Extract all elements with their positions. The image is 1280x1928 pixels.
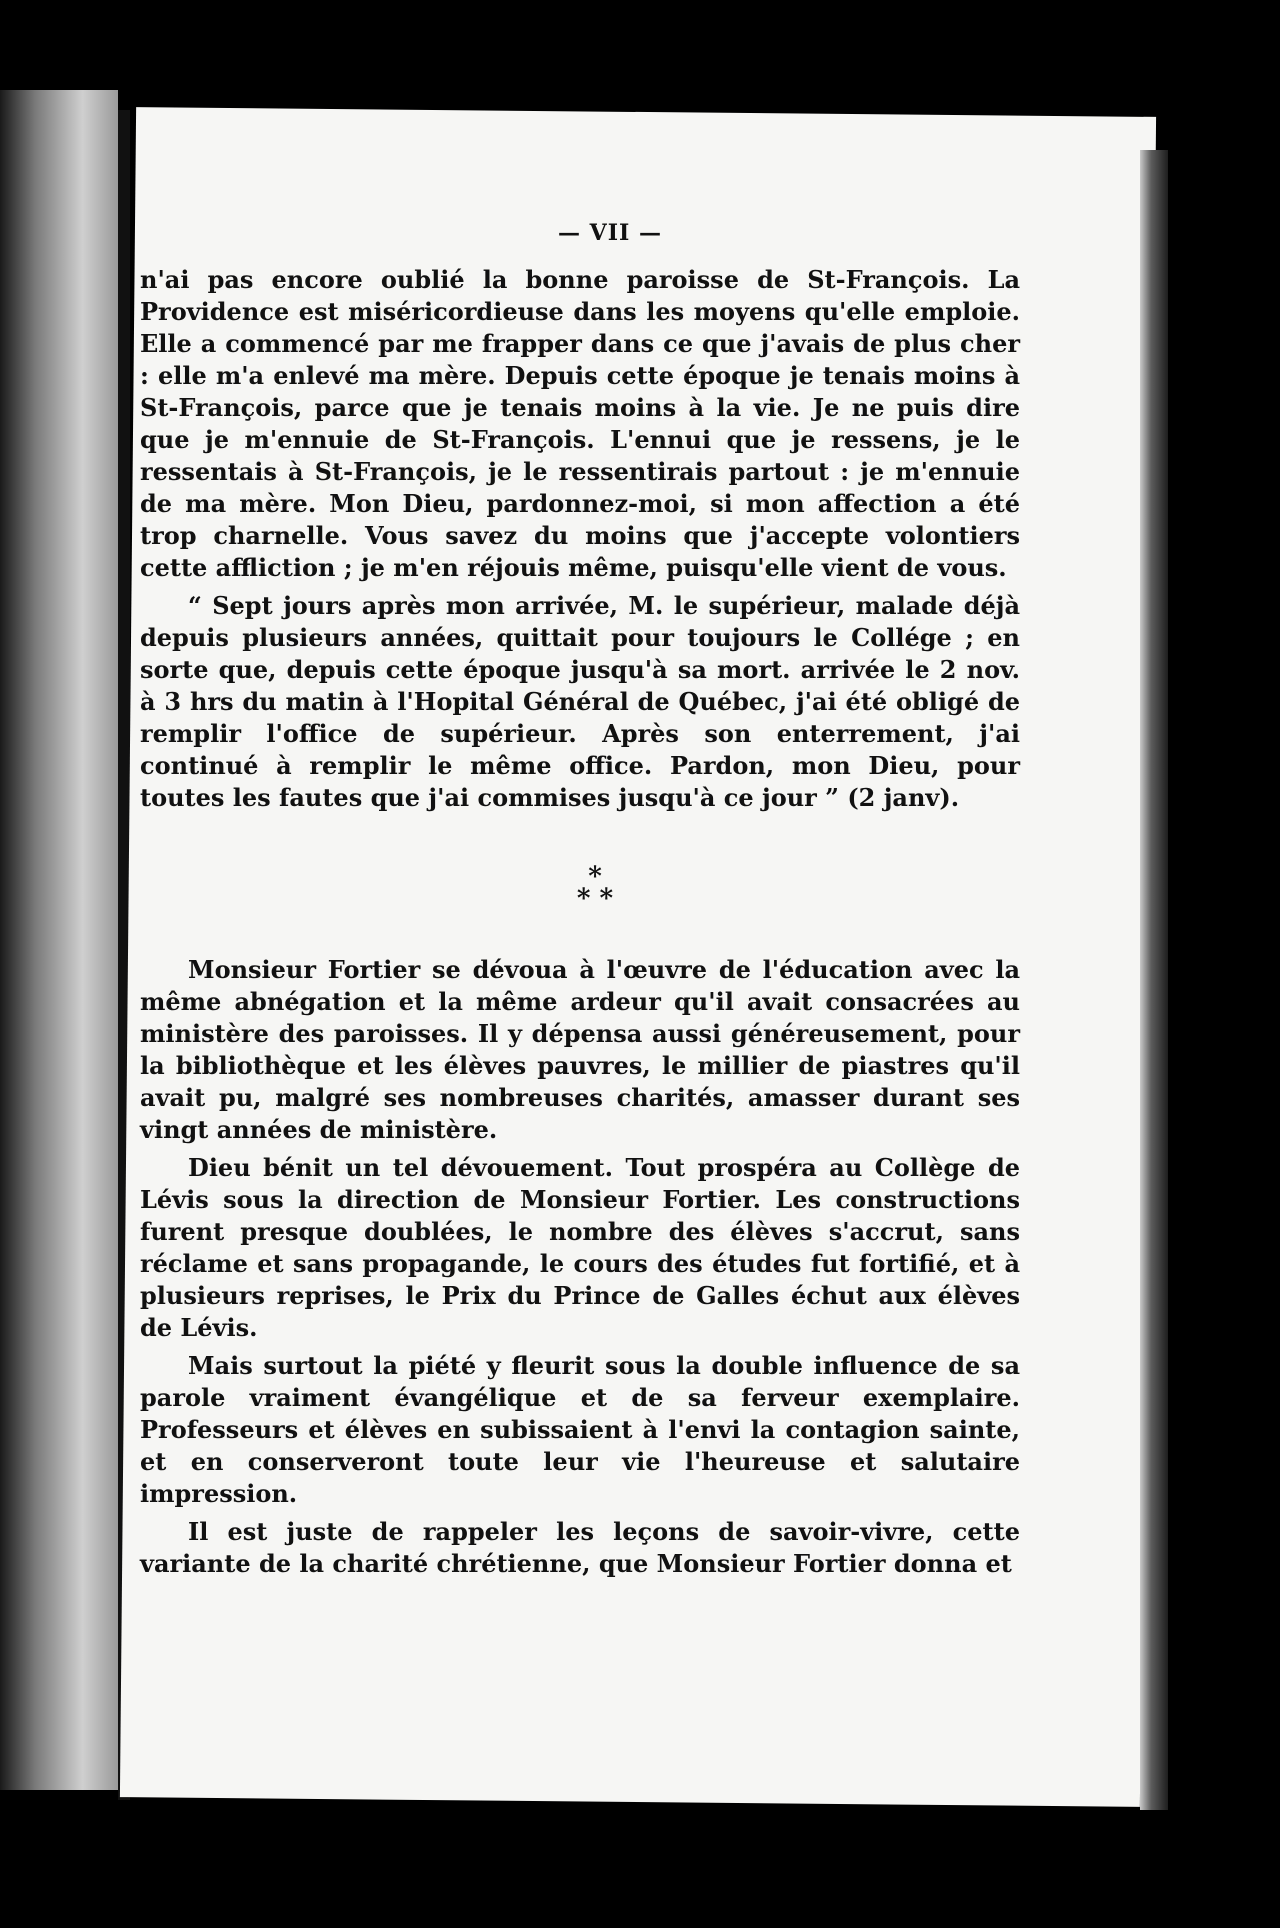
running-head: — VII — <box>558 220 662 246</box>
paragraph: Il est juste de rappeler les leçons de savoir-vivre, cette variante de la charité chrétienne, que Monsieur Fortier donna et <box>140 1517 1020 1578</box>
paragraph: n'ai pas encore oublié la bonne paroisse de St-François. La Providence est miséricordieuse dans les moyens qu'elle emploie. Elle a commencé par me frapper dans ce que j'avais de plus cher : elle m'a enlevé ma mère. Depuis cette époque je tenais moins à St-François, parce que je tenais moins à la vie. Je ne puis dire que je m'ennuie de St-François. L'ennui que je ressens, je le ressentais à St-François, je le ressentirais partout : je m'ennuie de ma mère. Mon Dieu, pardonnez-moi, si mon affection a été trop charnelle. Vous savez du moins que j'accepte volontiers cette affliction ; je m'en réjouis même, puisqu'elle vient de vous. <box>140 265 1020 582</box>
page-content <box>140 220 1020 1580</box>
paragraph: Monsieur Fortier se dévoua à l'œuvre de l'éducation avec la même abnégation et la même ardeur qu'il avait consacrées au ministère des paroisses. Il y dépensa aussi généreusement, pour la bibliothèque et les élèves pauvres, le millier de piastres qu'il avait pu, malgré ses nombreuses charités, amasser durant ses vingt années de ministère. <box>140 955 1020 1144</box>
paragraph: Mais surtout la piété y fleurit sous la double influence de sa parole vraiment évangélique et de sa ferveur exemplaire. Professeurs et élèves en subissaient à l'envi la contagion sainte, et en conserveront toute leur vie l'heureuse et salutaire impression. <box>140 1351 1020 1508</box>
page-stack-edge <box>1140 150 1168 1810</box>
paragraph: Dieu bénit un tel dévouement. Tout prospéra au Collège de Lévis sous la direction de Monsieur Fortier. Les constructions furent presque doublées, le nombre des élèves s'accrut, sans réclame et sans propagande, le cours des études fut fortifié, et à plusieurs reprises, le Prix du Prince de Galles échut aux élèves de Lévis. <box>140 1153 1020 1342</box>
paragraph: “ Sept jours après mon arrivée, M. le supérieur, malade déjà depuis plusieurs années, quittait pour toujours le Collége ; en sorte que, depuis cette époque jusqu'à sa mort. arrivée le 2 nov. à 3 hrs du matin à l'Hopital Général de Québec, j'ai été obligé de remplir l'office de supérieur. Après son enterrement, j'ai continué à remplir le même office. Pardon, mon Dieu, pour toutes les fautes que j'ai commises jusqu'à ce jour ” (2 janv). <box>140 591 1020 812</box>
asterism-separator <box>140 862 1020 914</box>
asterism-bottom: * * <box>576 884 614 914</box>
facing-page-edge <box>0 90 118 1790</box>
asterism-top: * <box>588 862 602 892</box>
